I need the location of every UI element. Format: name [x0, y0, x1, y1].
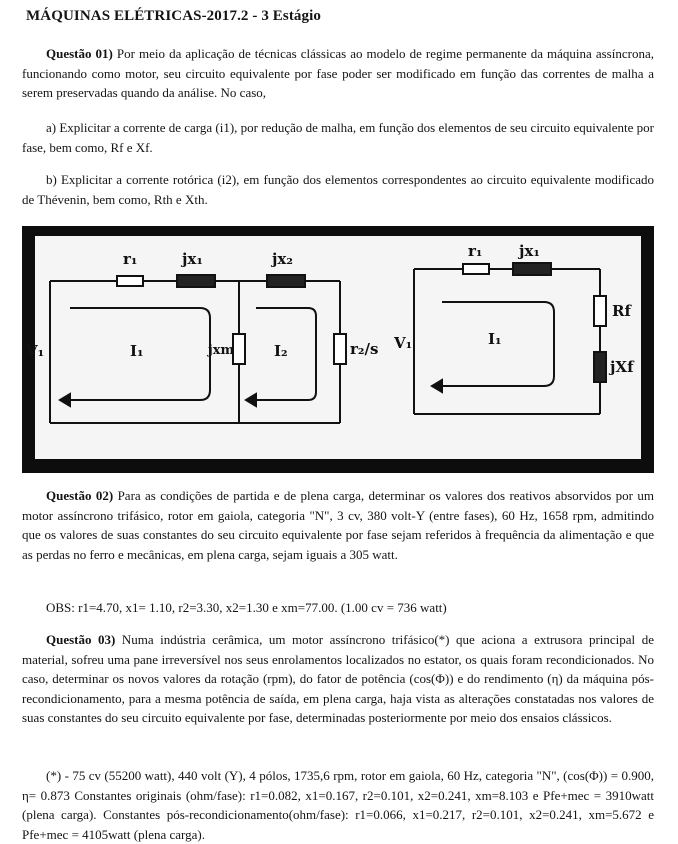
left-v1-label: V₁ — [26, 342, 45, 360]
right-r1-label: r₁ — [468, 242, 483, 260]
left-jxm-label: jxm — [208, 343, 235, 358]
right-r1-resistor — [463, 264, 489, 274]
right-v1-label: V₁ — [394, 334, 413, 352]
question-3-text: Numa indústria cerâmica, um motor assíncrono trifásico(*) que aciona a extrusora principal de material, sofreu uma pane irreversível nos seus enrolamentos localizados no estator, os quais foram recondicionados. No caso, determinar os novos valores da rotação (rpm), do fator de potência (cos(Φ)) e do rendimento (η) da máquina pós-recondicionamento, para a mesma potência de saída, em plena carga, haja vista as alterações constatadas nos valores de suas constantes do seu circuito equivalente por fase, determinadas posteriormente por meio dos ensaios clássicos. — [22, 632, 654, 725]
right-jxf-reactance — [594, 352, 606, 382]
left-r2s-resistor — [334, 334, 346, 364]
left-jx2-reactance — [267, 275, 305, 287]
question-3-note: (*) - 75 cv (55200 watt), 440 volt (Y), 4 pólos, 1735,6 rpm, rotor em gaiola, 60 Hz, categoria "N", (cos(Φ)) = 0.900, η= 0.873 Constantes originais (ohm/fase): r1=0.082, x1=0.167, r2=0.101, x2=0.241, xm=8.103 e Pfe+mec = 3910watt (plena carga). Constantes pós-recondicionamento(ohm/fase): r1=0.066, x1=0.217, r2=0.101, x2=0.241, xm=5.672 e Pfe+mec = 4105watt (plena carga). — [22, 768, 654, 842]
right-rf-resistor — [594, 296, 606, 326]
left-r1-resistor — [117, 276, 143, 286]
question-3-paragraph — [22, 630, 654, 728]
circuit-diagram — [22, 226, 654, 473]
left-r2s-label: r₂/s — [350, 340, 379, 358]
left-jxm-reactance — [233, 334, 245, 364]
right-i1-label: I₁ — [488, 330, 502, 348]
left-r1-label: r₁ — [123, 250, 138, 268]
question-2-obs: OBS: r1=4.70, x1= 1.10, r2=3.30, x2=1.30 e xm=77.00. (1.00 cv = 736 watt) — [46, 600, 447, 615]
left-jx2-label: jx₂ — [272, 250, 293, 268]
left-jx1-label: jx₁ — [182, 250, 203, 268]
question-2-label: Questão 02) — [46, 488, 114, 503]
equivalent-circuit-figure — [22, 226, 654, 473]
question-3-label: Questão 03) — [46, 632, 116, 647]
question-2-paragraph — [22, 486, 654, 564]
right-jxf-label: jXf — [610, 358, 634, 376]
question-1-label: Questão 01) — [46, 46, 113, 61]
question-2-text: Para as condições de partida e de plena carga, determinar os valores dos reativos absorvidos por um motor assíncrono trifásico, rotor em gaiola, categoria "N", 3 cv, 380 volt-Y (entre fases), 60 Hz, 1658 rpm, admitindo que os valores de suas constantes do seu circuito equivalente por fase sejam referidos à frequência da alimentação e que as perdas no ferro e mecânicas, em plena carga, sejam iguais a 305 watt. — [22, 488, 654, 562]
question-1-item-a: a) Explicitar a corrente de carga (i1), por redução de malha, em função dos elementos de seu circuito equivalente por fase, bem como, Rf e Xf. — [22, 120, 654, 155]
left-i1-label: I₁ — [130, 342, 144, 360]
right-jx1-reactance — [513, 263, 551, 275]
left-i2-label: I₂ — [274, 342, 288, 360]
right-rf-label: Rf — [612, 302, 631, 320]
question-1-item-b: b) Explicitar a corrente rotórica (i2), em função dos elementos correspondentes ao circuito equivalente modificado de Thévenin, bem como, Rth e Xth. — [22, 172, 654, 207]
question-1-paragraph — [22, 44, 654, 103]
page-title: MÁQUINAS ELÉTRICAS-2017.2 - 3 Estágio — [26, 8, 321, 24]
question-1-text: Por meio da aplicação de técnicas clássicas ao modelo de regime permanente da máquina assíncrona, funcionando como motor, seu circuito equivalente por fase poder ser modificado em função das correntes de malha a serem preservadas quando da análise. No caso, — [22, 46, 654, 100]
right-jx1-label: jx₁ — [519, 242, 540, 260]
left-jx1-reactance — [177, 275, 215, 287]
